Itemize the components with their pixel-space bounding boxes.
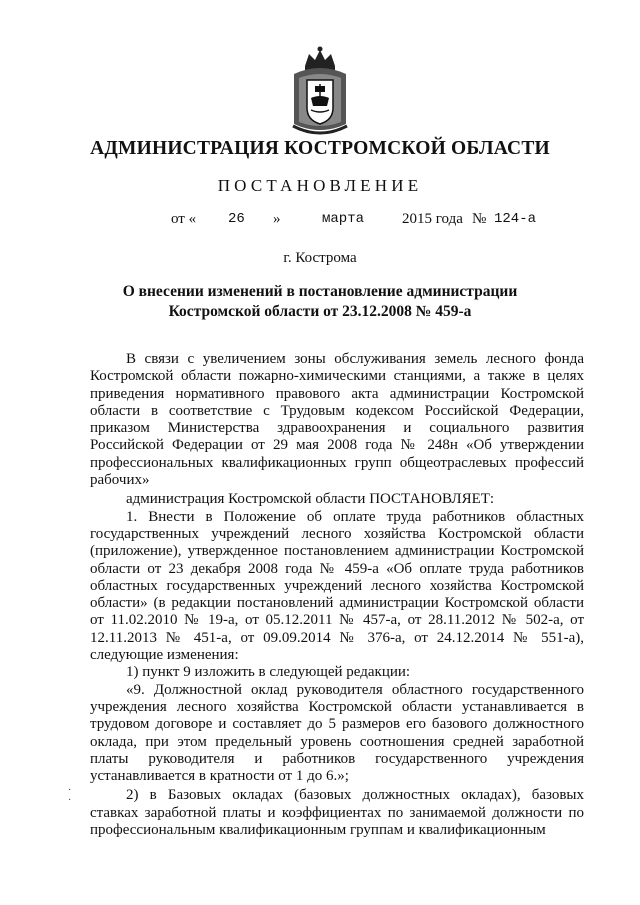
number-sign: № [472,211,487,227]
preamble-paragraph: В связи с увеличением зоны обслуживания земель лесного фонда Костромской области пожарно-химическими станциями, а также в целях приведения нормативного правового акта администрации Костромской области в соответствие с Трудовым кодексом Российской Федерации, приказом Министерства здравоохранения и социального развития Российской Федерации от 29 мая 2008 года № 248н «Об утверждении профессиональных квалификационных групп общеотраслевых профессий рабочих» [90,351,584,489]
document-number: 124-а [494,211,537,227]
organization-name: АДМИНИСТРАЦИЯ КОСТРОМСКОЙ ОБЛАСТИ [90,138,550,159]
item-1-paragraph: 1. Внести в Положение об оплате труда работников областных государственных учреждений лесного хозяйства Костромской области (приложение), утвержденное постановлением администрации Костромской области от 23 декабря 2008 года № 459-а «Об оплате труда работников областных государственных учреждений лесного хозяйства Костромской области» (в редакции постановлений администрации Костромской области от 11.02.2010 № 19-а, от 05.12.2011 № 457-а, от 28.11.2012 № 502-а, от 12.11.2013 № 451-а, от 09.09.2014 № 376-а, от 24.12.2014 № 551-а), следующие изменения: [90,508,584,664]
resolves-paragraph: администрация Костромской области ПОСТАНОВЛЯЕТ: [126,491,495,508]
date-quote-close: » [273,211,281,227]
kostroma-coat-of-arms-icon [291,44,349,136]
title-line-2: Костромской области от 23.12.2008 № 459-а [168,303,472,320]
subitem-1-paragraph: 1) пункт 9 изложить в следующей редакции: [126,664,411,681]
city: г. Кострома [283,250,357,266]
date-day: 26 [228,211,245,227]
document-body [90,351,584,839]
title-line-1: О внесении изменений в постановление администрации [122,283,518,300]
document-title [60,282,580,322]
document-type: ПОСТАНОВЛЕНИЕ [217,176,423,195]
quote-item-9-paragraph: «9. Должностной оклад руководителя областного государственного учреждения лесного хозяйства Костромской области устанавливается в трудовом договоре и составляет до 5 размеров его базового должностного оклада, при этом предельный уровень соотношения средней заработной платы руководителя и работников государственного учреждения устанавливается в кратности от 1 до 6.»; [90,681,584,785]
date-month: марта [322,211,365,227]
date-prefix: от « [171,211,197,227]
date-year: 2015 года [402,211,463,227]
subitem-2-paragraph: 2) в Базовых окладах (базовых должностных окладах), базовых ставках заработной платы и коэффициентах по занимаемой должности по профессиональным квалификационным группам и квалификационным [90,787,584,839]
margin-mark: · · [68,785,72,806]
